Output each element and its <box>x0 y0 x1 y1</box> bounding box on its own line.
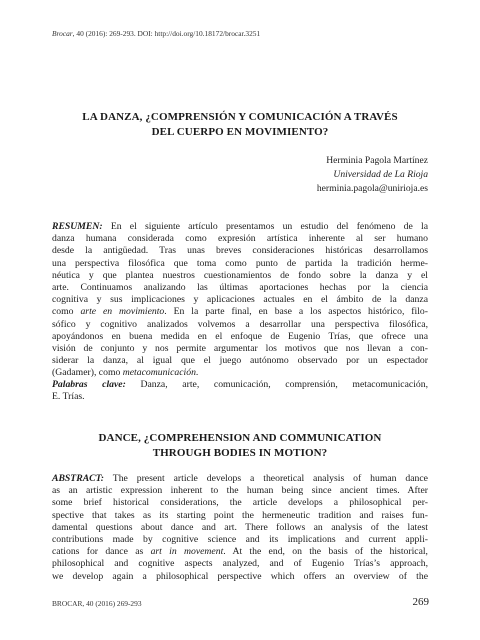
text-line: una perspectiva filosófica que toma como punto de partida la tradición herme- <box>52 257 428 269</box>
text-line: philosophical and cognitive aspects analyzed, and of Eugenio Trías’s approach, <box>52 558 428 570</box>
citation: , 40 (2016): 269-293. DOI: http://doi.org/10.18172/brocar.3251 <box>72 29 261 38</box>
text-line: néutica y que plantea nuestros cuestionamientos de fondo sobre la danza y el <box>52 269 428 281</box>
text-fragment: como <box>52 306 81 318</box>
text-line: visión de conjunto y nos permite argumentar los motivos que nos llevan a con- <box>52 343 428 355</box>
text-fragment: cations for dance as <box>52 546 151 558</box>
text-line: apoyándonos en buena medida en el enfoque de Eugenio Trías, que ofrece una <box>52 330 428 342</box>
text-line: spective that takes as its starting point the hermeneutic tradition and raises fun- <box>52 509 428 521</box>
text-fragment: (Gadamer), como <box>52 367 123 379</box>
resumen-paragraph <box>52 221 428 380</box>
text-fragment: Danza, arte, comunicación, comprensión, metacomunicación, <box>125 379 429 390</box>
text-line: we develop again a philosophical perspective which offers an overview of the <box>52 570 428 582</box>
abstract-paragraph <box>52 473 428 583</box>
emphasis: art in movement <box>150 546 224 558</box>
text-line: some brief historical considerations, the article develops a philosophical per- <box>52 497 428 509</box>
text-line <box>52 367 428 379</box>
emphasis: metacomunicación <box>122 367 196 379</box>
text-line <box>52 379 428 391</box>
text-line <box>52 306 428 318</box>
text-line <box>52 221 428 233</box>
author-name: Herminia Pagola Martínez <box>326 155 428 166</box>
article-title-english <box>50 431 430 461</box>
journal-name: Brocar <box>52 29 73 38</box>
text-line: arte. Continuamos analizando las últimas aportaciones hechas por la ciencia <box>52 282 428 294</box>
author-affiliation: Universidad de La Rioja <box>333 169 428 180</box>
title-line: DEL CUERPO EN MOVIMIENTO? <box>151 126 329 138</box>
text-fragment: The present article develops a theoretical analysis of human dance <box>104 473 428 484</box>
article-title-spanish <box>50 110 430 140</box>
title-line: LA DANZA, ¿COMPRENSIÓN Y COMUNICACIÓN A TRAVÉS <box>82 111 398 123</box>
footer-journal-ref: BROCAR, 40 (2016) 269-293 <box>52 599 142 608</box>
text-line <box>52 473 428 485</box>
text-line: damental questions about dance and art. There follows an analysis of the latest <box>52 521 428 533</box>
text-line <box>52 546 428 558</box>
palabras-clave <box>52 379 428 403</box>
palabras-clave-label: Palabras clave: <box>52 379 126 390</box>
text-line: sófico y cognitivo analizados volvemos a desarrollar una perspectiva filosófica, <box>52 318 428 330</box>
abstract-label: ABSTRACT: <box>52 473 105 484</box>
title-line: THROUGH BODIES IN MOTION? <box>152 447 328 459</box>
text-fragment: . At the end, on the basis of the historical, <box>223 546 428 558</box>
text-line: danza humana considerada como expresión artística inherente al ser humano <box>52 233 428 245</box>
text-fragment: . <box>195 367 199 379</box>
text-line: contributions made by cognitive science and its implications and current appli- <box>52 534 428 546</box>
text-line: siderar la danza, al igual que el juego autónomo observado por un espectador <box>52 355 428 367</box>
author-block <box>317 154 428 196</box>
running-head <box>52 29 260 38</box>
text-line: desde la antigüedad. Tras unas breves consideraciones históricas desarrollamos <box>52 245 428 257</box>
title-line: DANCE, ¿COMPREHENSION AND COMMUNICATION <box>98 432 382 444</box>
text-fragment: En el siguiente artículo presentamos un estudio del fenómeno de la <box>102 221 428 232</box>
emphasis: arte en movimiento <box>80 306 165 318</box>
text-line: E. Trías. <box>52 391 85 403</box>
text-line: cognitiva y sus implicaciones y aplicaciones actuales en el ámbito de la danza <box>52 294 428 306</box>
resumen-label: RESUMEN: <box>52 221 103 232</box>
author-email: herminia.pagola@unirioja.es <box>316 183 428 194</box>
text-fragment: . En la parte final, en base a los aspectos histórico, filo- <box>164 306 428 318</box>
text-line: as an artistic expression inherent to the human being since ancient times. After <box>52 485 428 497</box>
page-number: 269 <box>412 596 429 608</box>
